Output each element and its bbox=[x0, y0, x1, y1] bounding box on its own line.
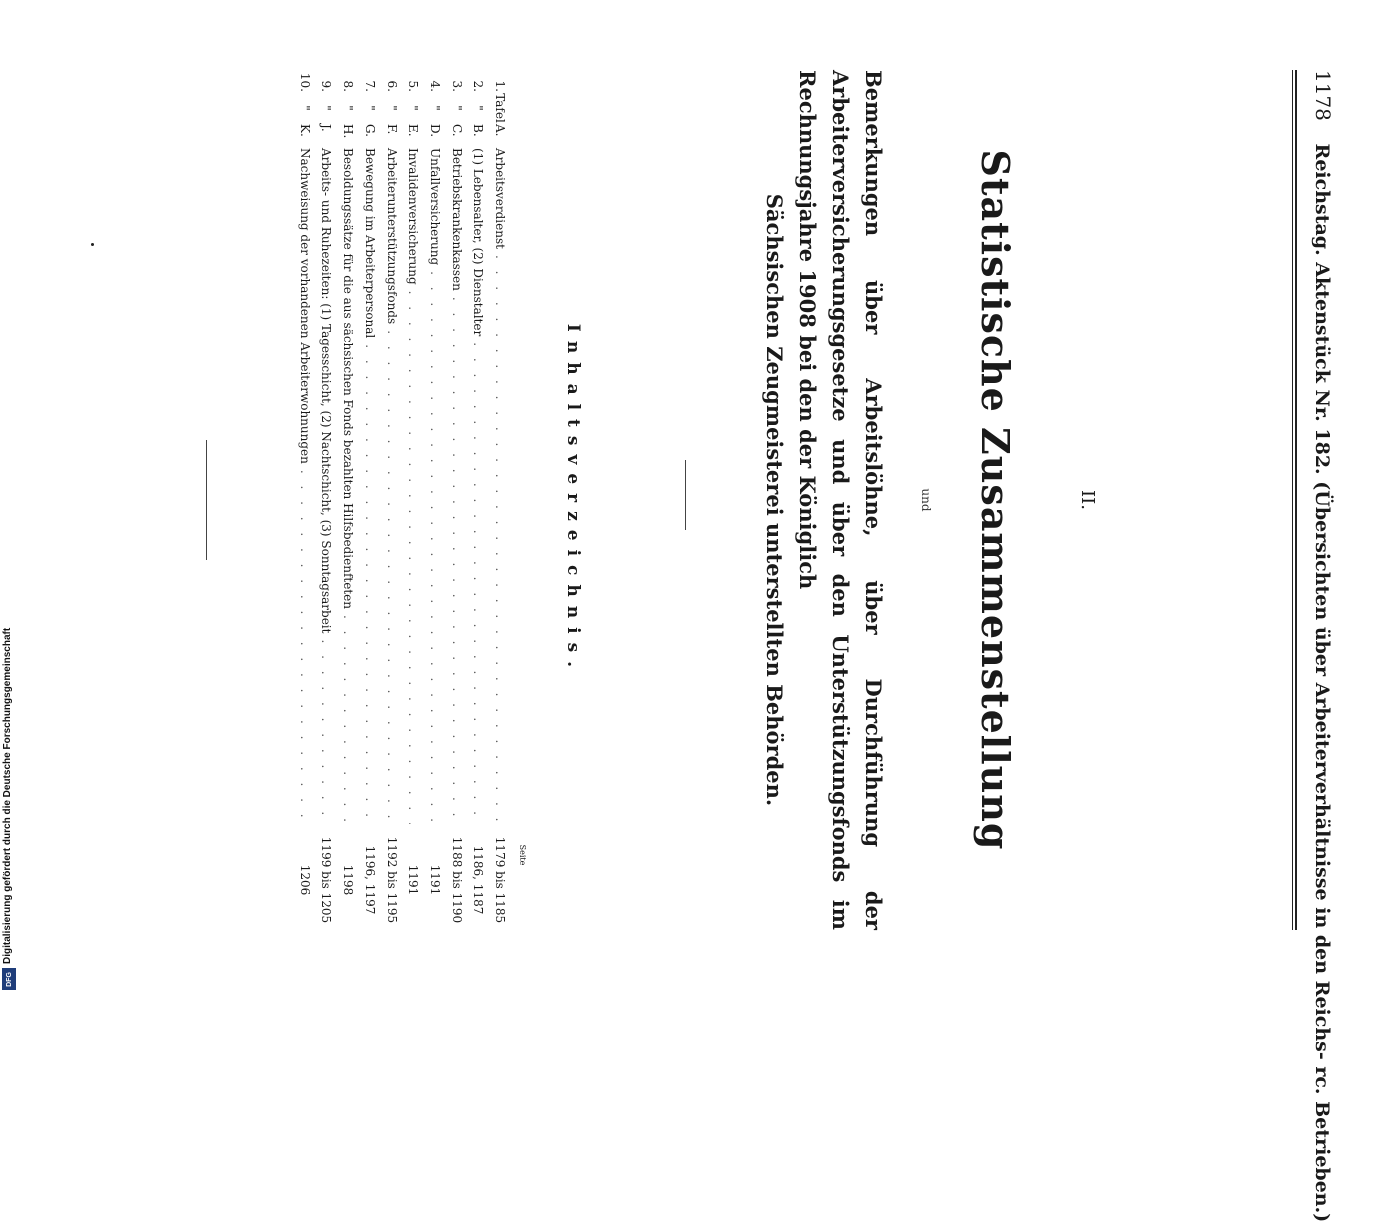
toc-row bbox=[334, 70, 356, 930]
toc-row-page: 1191 bbox=[427, 864, 442, 896]
toc-leader-dots bbox=[320, 639, 334, 824]
toc-row-page: 1198 bbox=[341, 864, 356, 896]
toc-row-marker: " bbox=[319, 105, 334, 111]
toc-row-page: 1191 bbox=[406, 864, 421, 896]
toc-row-number: 9. bbox=[319, 80, 334, 92]
toc-row-marker: " bbox=[341, 105, 356, 111]
subtitle-line: und über den Unterstützungsfonds im Rechnungsjahre 1908 bei den der Königlich bbox=[795, 70, 853, 930]
stray-mark bbox=[91, 243, 94, 246]
toc-row-page: 1196, 1197 bbox=[362, 845, 377, 915]
toc-leader-dots bbox=[450, 297, 464, 824]
digitization-credit: Digitalisierung gefördert durch die Deutsche Forschungsgemeinschaft bbox=[2, 627, 13, 964]
toc-row-number: 1. bbox=[493, 80, 507, 92]
toc-row-letter: H. bbox=[341, 124, 356, 139]
toc-row-letter: B. bbox=[471, 124, 486, 137]
toc-row-number: 3. bbox=[449, 80, 464, 92]
toc-row-number: 7. bbox=[362, 80, 377, 92]
header-rule bbox=[1295, 70, 1297, 930]
toc-leader-dots bbox=[406, 291, 420, 824]
toc-row bbox=[290, 70, 312, 930]
connector-word: und bbox=[919, 488, 933, 512]
toc-leader-dots bbox=[298, 470, 312, 824]
toc-row-text: Bewegung im Arbeiterpersonal bbox=[362, 148, 377, 339]
divider bbox=[206, 440, 207, 560]
toc-row-marker: " bbox=[471, 105, 486, 111]
toc-row-number: 5. bbox=[406, 80, 421, 92]
toc-leader-dots bbox=[471, 342, 485, 824]
toc-list bbox=[290, 70, 507, 930]
toc-row-letter: A. bbox=[493, 124, 507, 137]
subtitle bbox=[758, 70, 890, 930]
toc-row bbox=[485, 70, 507, 930]
toc-row-letter: F. bbox=[384, 124, 399, 135]
toc-leader-dots bbox=[341, 615, 355, 824]
toc-row-page: 1186, 1187 bbox=[471, 845, 486, 915]
toc-row-marker: " bbox=[406, 105, 421, 111]
toc-row-text: Invalidenversicherung bbox=[406, 148, 421, 285]
toc-row-text: Arbeits- und Ruhezeiten: (1) Tagesschicht, (2) Nachtschicht, (3) Sonntagsarbeit bbox=[319, 148, 334, 634]
main-title: Statistische Zusammenstellung bbox=[973, 149, 1018, 851]
toc-row-marker: " bbox=[362, 105, 377, 111]
dfg-logo-text: DFG bbox=[5, 971, 13, 987]
toc-row-text: Besoldungssätze für die aus sächsischen Fonds bezahlten Hilfsbedienfteten bbox=[341, 148, 356, 609]
section-number: II. bbox=[1077, 490, 1098, 510]
dfg-logo bbox=[2, 968, 16, 990]
toc-row bbox=[355, 70, 377, 930]
toc-row-text: Unfallversicherung bbox=[427, 148, 442, 266]
toc-row-letter: D. bbox=[427, 124, 442, 138]
toc-row bbox=[464, 70, 486, 930]
page-number: 1178 bbox=[1311, 70, 1335, 121]
subtitle-line: Bemerkungen über Arbeitslöhne, über Durchführung der Arbeiterversicherungsgesetze bbox=[828, 70, 886, 930]
toc-row-letter: C. bbox=[449, 124, 464, 137]
divider bbox=[685, 460, 686, 530]
toc-row-text: Betriebskrankenkassen bbox=[449, 148, 464, 291]
toc-row-number: 4. bbox=[427, 80, 442, 92]
toc-leader-dots bbox=[493, 255, 507, 824]
toc-row-page: 1179 bis 1185 bbox=[493, 836, 507, 924]
toc-row-text: Arbeiterunterstützungsfonds bbox=[384, 148, 399, 325]
toc-row-marker: Tafel bbox=[493, 93, 507, 123]
toc-row bbox=[312, 70, 334, 930]
toc-row-page: 1206 bbox=[297, 864, 312, 896]
toc-row-marker: " bbox=[297, 105, 312, 111]
running-head-text: Reichstag. Aktenstück Nr. 182. (Übersichten über Arbeiterverhältnisse in den Reichs- rc. Betrieben.) bbox=[1311, 143, 1333, 1222]
toc-row-letter: E. bbox=[406, 124, 421, 137]
toc-row bbox=[420, 70, 442, 930]
toc-row-number: 6. bbox=[384, 80, 399, 92]
toc-page-column-label: Seite bbox=[518, 844, 527, 866]
toc-row-marker: " bbox=[427, 105, 442, 111]
toc-row-letter: J. bbox=[319, 124, 334, 132]
toc-row-letter: G. bbox=[362, 124, 377, 137]
header-rule-thin bbox=[1292, 70, 1293, 930]
toc-row-number: 8. bbox=[341, 80, 356, 92]
toc-leader-dots bbox=[363, 344, 377, 824]
toc-row-page: 1188 bis 1190 bbox=[449, 836, 464, 924]
toc-row-letter: K. bbox=[297, 124, 312, 137]
toc-title: Inhaltsverzeichnis. bbox=[563, 323, 583, 677]
toc-row-number: 10. bbox=[297, 72, 312, 92]
toc-row-marker: " bbox=[449, 105, 464, 111]
toc-leader-dots bbox=[385, 330, 399, 824]
toc-leader-dots bbox=[428, 271, 442, 824]
toc-row bbox=[377, 70, 399, 930]
toc-row-page: 1192 bis 1195 bbox=[384, 836, 399, 924]
toc-row-text: Nachweisung der vorhandenen Arbeiterwohnungen bbox=[297, 148, 312, 464]
toc-row-text: (1) Lebensalter, (2) Dienstalter bbox=[471, 148, 486, 337]
toc-row-text: Arbeitsverdienst bbox=[493, 148, 507, 249]
toc-row bbox=[442, 70, 464, 930]
toc-row-number: 2. bbox=[471, 80, 486, 92]
subtitle-line: Sächsischen Zeugmeisterei unterstellten Behörden. bbox=[762, 193, 787, 807]
running-head bbox=[1311, 70, 1335, 1222]
toc-row-page: 1199 bis 1205 bbox=[319, 836, 334, 924]
toc-row bbox=[399, 70, 421, 930]
toc-row-marker: " bbox=[384, 105, 399, 111]
